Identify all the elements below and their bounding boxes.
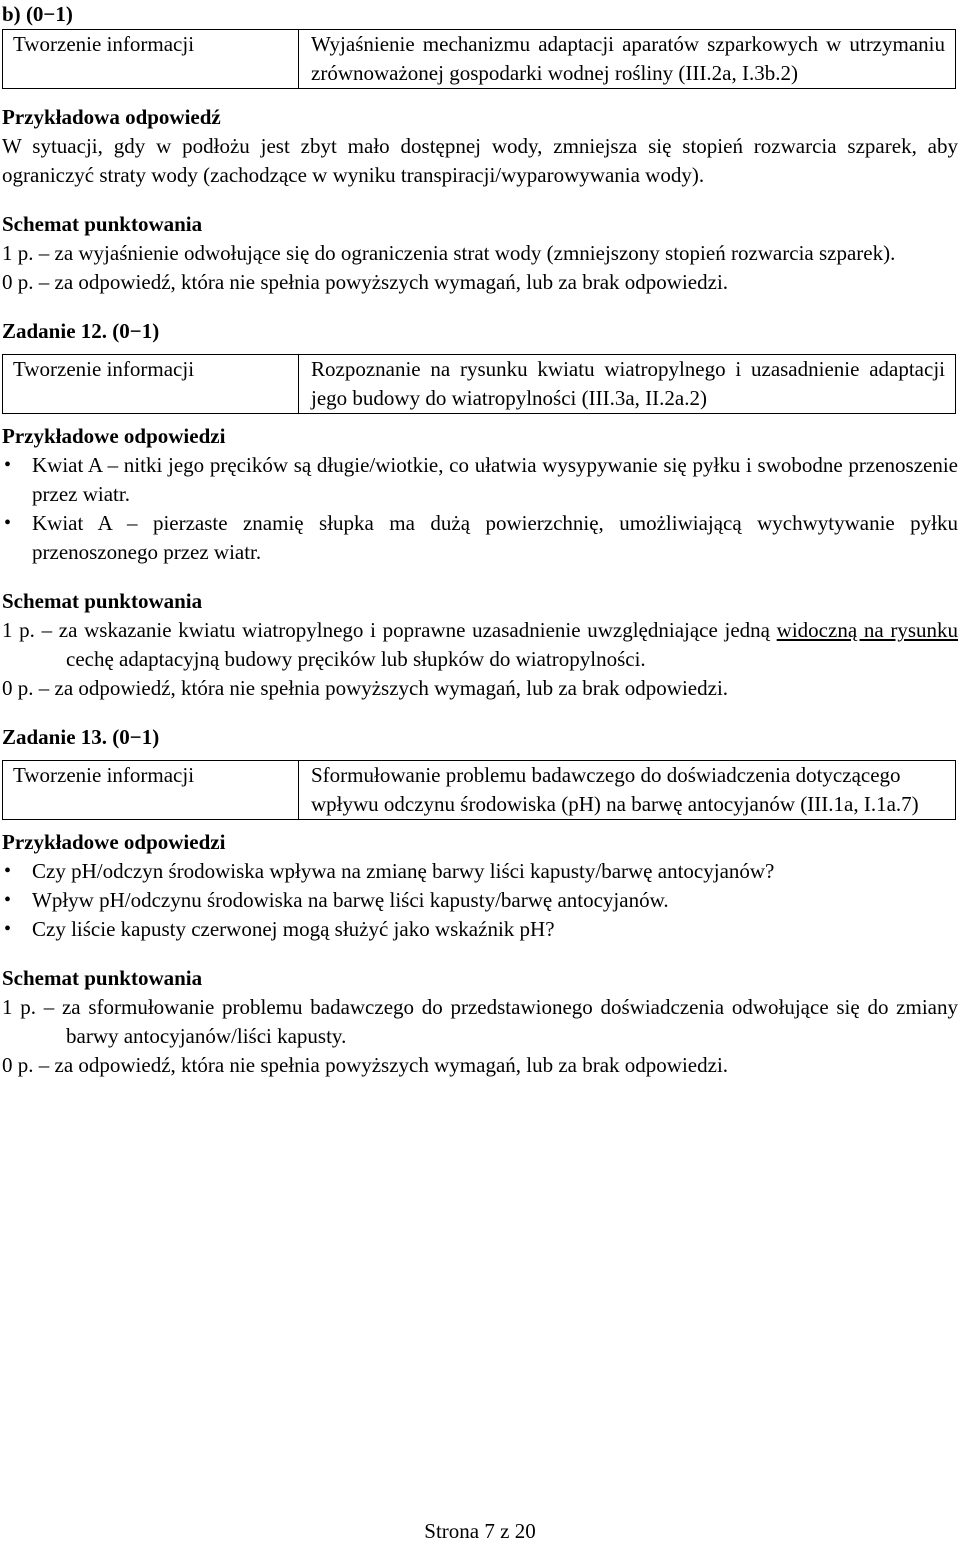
requirement-category: Tworzenie informacji bbox=[3, 355, 299, 413]
score-1-point: 1 p. – za wskazanie kwiatu wiatropylnego i poprawne uzasadnienie uwzględniające jedną widoczną na rysunku cechę adaptacyjną budowy pręcików lub słupków do wiatropylności. bbox=[2, 618, 958, 671]
task-13-header bbox=[2, 723, 958, 752]
requirement-category: Tworzenie informacji bbox=[3, 761, 299, 819]
score-1-point: 1 p. – za sformułowanie problemu badawczego do przedstawionego doświadczenia odwołujące się do zmiany barwy antocyjanów/liści kapusty. bbox=[2, 995, 958, 1048]
list-item: • Kwiat A – nitki jego pręcików są długie/wiotkie, co ułatwia wysypywanie się pyłku i swobodne przenoszenie przez wiatr. bbox=[4, 453, 958, 506]
example-answer: W sytuacji, gdy w podłożu jest zbyt mało dostępnej wody, zmniejsza się stopień rozwarcia szparek, aby ograniczyć straty wody (zachodzące w wyniku transpiracji/wyparowywania wody). bbox=[2, 134, 958, 187]
requirement-category: Tworzenie informacji bbox=[3, 30, 299, 88]
underlined-phrase: widoczną na rysunku bbox=[776, 618, 958, 642]
list-item: • Kwiat A – pierzaste znamię słupka ma dużą powierzchnię, umożliwiającą wychwytywanie pyłku przenoszonego przez wiatr. bbox=[4, 511, 958, 564]
answers-heading: Przykładowe odpowiedzi bbox=[2, 830, 226, 854]
answer-heading: Przykładowa odpowiedź bbox=[2, 105, 221, 129]
list-item: • Wpływ pH/odczynu środowiska na barwę liści kapusty/barwę antocyjanów. bbox=[2, 886, 958, 915]
list-item: • Czy liście kapusty czerwonej mogą służyć jako wskaźnik pH? bbox=[2, 915, 958, 944]
answers-list bbox=[2, 857, 958, 944]
list-item: • Czy pH/odczyn środowiska wpływa na zmianę barwy liści kapusty/barwę antocyjanów? bbox=[2, 857, 958, 886]
requirement-description: Sformułowanie problemu badawczego do doświadczenia dotyczącego wpływu odczynu środowiska (pH) na barwę antocyjanów (III.1a, I.1a.7) bbox=[311, 763, 919, 816]
task-title: Zadanie 12. bbox=[2, 319, 108, 343]
requirement-description: Wyjaśnienie mechanizmu adaptacji aparatów szparkowych w utrzymaniu zrównoważonej gospodarki wodnej rośliny (III.2a, I.3b.2) bbox=[311, 32, 945, 85]
task-points: (0−1) bbox=[112, 319, 160, 343]
answers-heading: Przykładowe odpowiedzi bbox=[2, 424, 226, 448]
score-1-point: 1 p. – za wyjaśnienie odwołujące się do ograniczenia strat wody (zmniejszony stopień rozwarcia szparek). bbox=[2, 241, 896, 265]
score-0-point: 0 p. – za odpowiedź, która nie spełnia powyższych wymagań, lub za brak odpowiedzi. bbox=[2, 270, 729, 294]
requirement-description: Rozpoznanie na rysunku kwiatu wiatropylnego i uzasadnienie adaptacji jego budowy do wiatropylności (III.3a, II.2a.2) bbox=[311, 357, 945, 410]
bullet-icon: • bbox=[4, 860, 12, 882]
bullet-icon: • bbox=[4, 454, 12, 476]
scoring-heading: Schemat punktowania bbox=[2, 212, 203, 236]
task-points: (0−1) bbox=[112, 725, 160, 749]
scoring-heading: Schemat punktowania bbox=[2, 966, 203, 990]
section-points: (0−1) bbox=[25, 2, 73, 26]
score-0-point: 0 p. – za odpowiedź, która nie spełnia powyższych wymagań, lub za brak odpowiedzi. bbox=[2, 1053, 729, 1077]
bullet-icon: • bbox=[4, 889, 12, 911]
task-title: Zadanie 13. bbox=[2, 725, 108, 749]
requirements-table bbox=[2, 354, 956, 414]
document-page bbox=[2, 0, 958, 1080]
bullet-icon: • bbox=[4, 918, 12, 940]
task-12-header bbox=[2, 317, 958, 346]
answers-list bbox=[2, 451, 958, 567]
section-b-header bbox=[2, 0, 958, 29]
requirements-table bbox=[2, 29, 956, 89]
scoring-heading: Schemat punktowania bbox=[2, 589, 203, 613]
requirements-table bbox=[2, 760, 956, 820]
bullet-icon: • bbox=[4, 512, 12, 534]
section-label: b) bbox=[2, 2, 21, 26]
page-number: Strona 7 z 20 bbox=[424, 1519, 536, 1543]
score-0-point: 0 p. – za odpowiedź, która nie spełnia powyższych wymagań, lub za brak odpowiedzi. bbox=[2, 676, 729, 700]
